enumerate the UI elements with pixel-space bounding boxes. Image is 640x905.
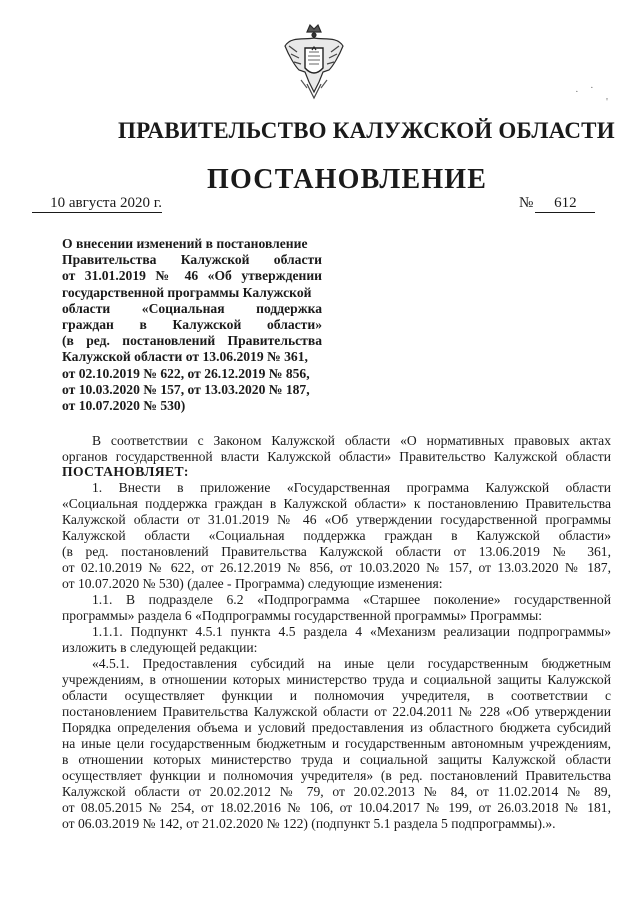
subject-line: от 10.07.2020 № 530) [62, 397, 186, 413]
body-line: от 06.03.2019 № 142, от 21.02.2020 № 122) (подпункт 5.1 раздела 5 подпрограммы).». [62, 816, 556, 831]
body-line: В соответствии с Законом Калужской области «О нормативных правовых актах [92, 433, 611, 448]
body-line: учреждениям, в отношении которых министерство труда и социальной защиты Калужской [62, 672, 611, 687]
number-value: 612 [535, 194, 595, 213]
subject-line: Калужской области от 13.06.2019 № 361, [62, 349, 308, 365]
body-line: (в ред. постановлений Правительства Калужской области от 13.06.2019 № 361, [62, 544, 611, 559]
body-line: Калужской области от 31.01.2019 № 46 «Об утверждении государственной программы [62, 512, 611, 527]
subject-line: от 10.03.2020 № 157, от 13.03.2020 № 187, [62, 381, 310, 397]
body-line: органов государственной власти Калужской области» Правительство Калужской области [62, 449, 611, 464]
government-name: ПРАВИТЕЛЬСТВО КАЛУЖСКОЙ ОБЛАСТИ [118, 118, 615, 143]
body-line: 1.1. В подразделе 6.2 «Подпрограмма «Старшее поколение» государственной [92, 592, 611, 607]
subject-line: области «Социальная поддержка [62, 300, 322, 316]
document-number [519, 194, 609, 213]
body-line: на иные цели государственным бюджетным и государственным автономным учреждениям, [62, 736, 611, 751]
subject-line: от 31.01.2019 № 46 «Об утверждении [62, 268, 322, 284]
resolution-keyword: ПОСТАНОВЛЯЕТ: [62, 464, 189, 479]
number-label: № [519, 195, 534, 211]
body-line: от 02.10.2019 № 622, от 26.12.2019 № 856, от 10.03.2020 № 157, от 13.03.2020 № 187, [62, 560, 611, 575]
document-subject [62, 236, 322, 414]
body-line: «4.5.1. Предоставления субсидий на иные цели государственным бюджетным [92, 656, 611, 671]
scan-speck: · [590, 82, 594, 94]
body-line: изложить в следующей редакции: [62, 640, 258, 655]
body-line: Калужской области «Социальная поддержка граждан в Калужской области» [62, 528, 611, 543]
subject-line: граждан в Калужской области» [62, 316, 322, 332]
body-line: 1. Внести в приложение «Государственная программа Калужской области [92, 480, 611, 495]
subject-line: О внесении изменений в постановление [62, 236, 308, 251]
body-line: Порядка определения объема и условий предоставления из областного бюджета субсидий [62, 720, 611, 735]
body-line: «Социальная поддержка граждан в Калужской области» к постановлению Правительства [62, 496, 611, 511]
subject-line: государственной программы Калужской [62, 284, 312, 300]
body-line: постановлением Правительства Калужской области от 22.04.2011 № 228 «Об утверждении [62, 704, 611, 719]
body-line: области осуществляет функции и полномочия учредителя, в соответствии с [62, 688, 611, 703]
body-line: от 10.07.2020 № 530) (далее - Программа) следующие изменения: [62, 576, 443, 591]
subject-line: от 02.10.2019 № 622, от 26.12.2019 № 856, [62, 365, 310, 381]
subject-line: Правительства Калужской области [62, 252, 322, 268]
body-line: в отношении которых министерство труда и социальной защиты Калужской области [62, 752, 611, 767]
body-line: программы» раздела 6 «Подпрограммы государственной программы» Программы: [62, 608, 543, 623]
coat-of-arms-icon [283, 22, 345, 102]
scan-speck: · [575, 86, 579, 98]
body-line: от 08.05.2015 № 254, от 18.02.2016 № 106, от 10.04.2017 № 199, от 26.03.2018 № 181, [62, 800, 611, 815]
body-line: Калужской области от 20.02.2012 № 79, от 20.02.2013 № 84, от 11.02.2014 № 89, [62, 784, 611, 799]
body-line: 1.1.1. Подпункт 4.5.1 пункта 4.5 раздела 4 «Механизм реализации подпрограммы» [92, 624, 611, 639]
document-date: 10 августа 2020 г. [32, 194, 162, 213]
body-line: осуществляет функции и полномочия учредителя» (в ред. постановлений Правительства [62, 768, 611, 783]
subject-line: (в ред. постановлений Правительства [62, 333, 322, 349]
document-type: ПОСТАНОВЛЕНИЕ [207, 164, 488, 195]
scan-speck: ' [606, 96, 608, 108]
